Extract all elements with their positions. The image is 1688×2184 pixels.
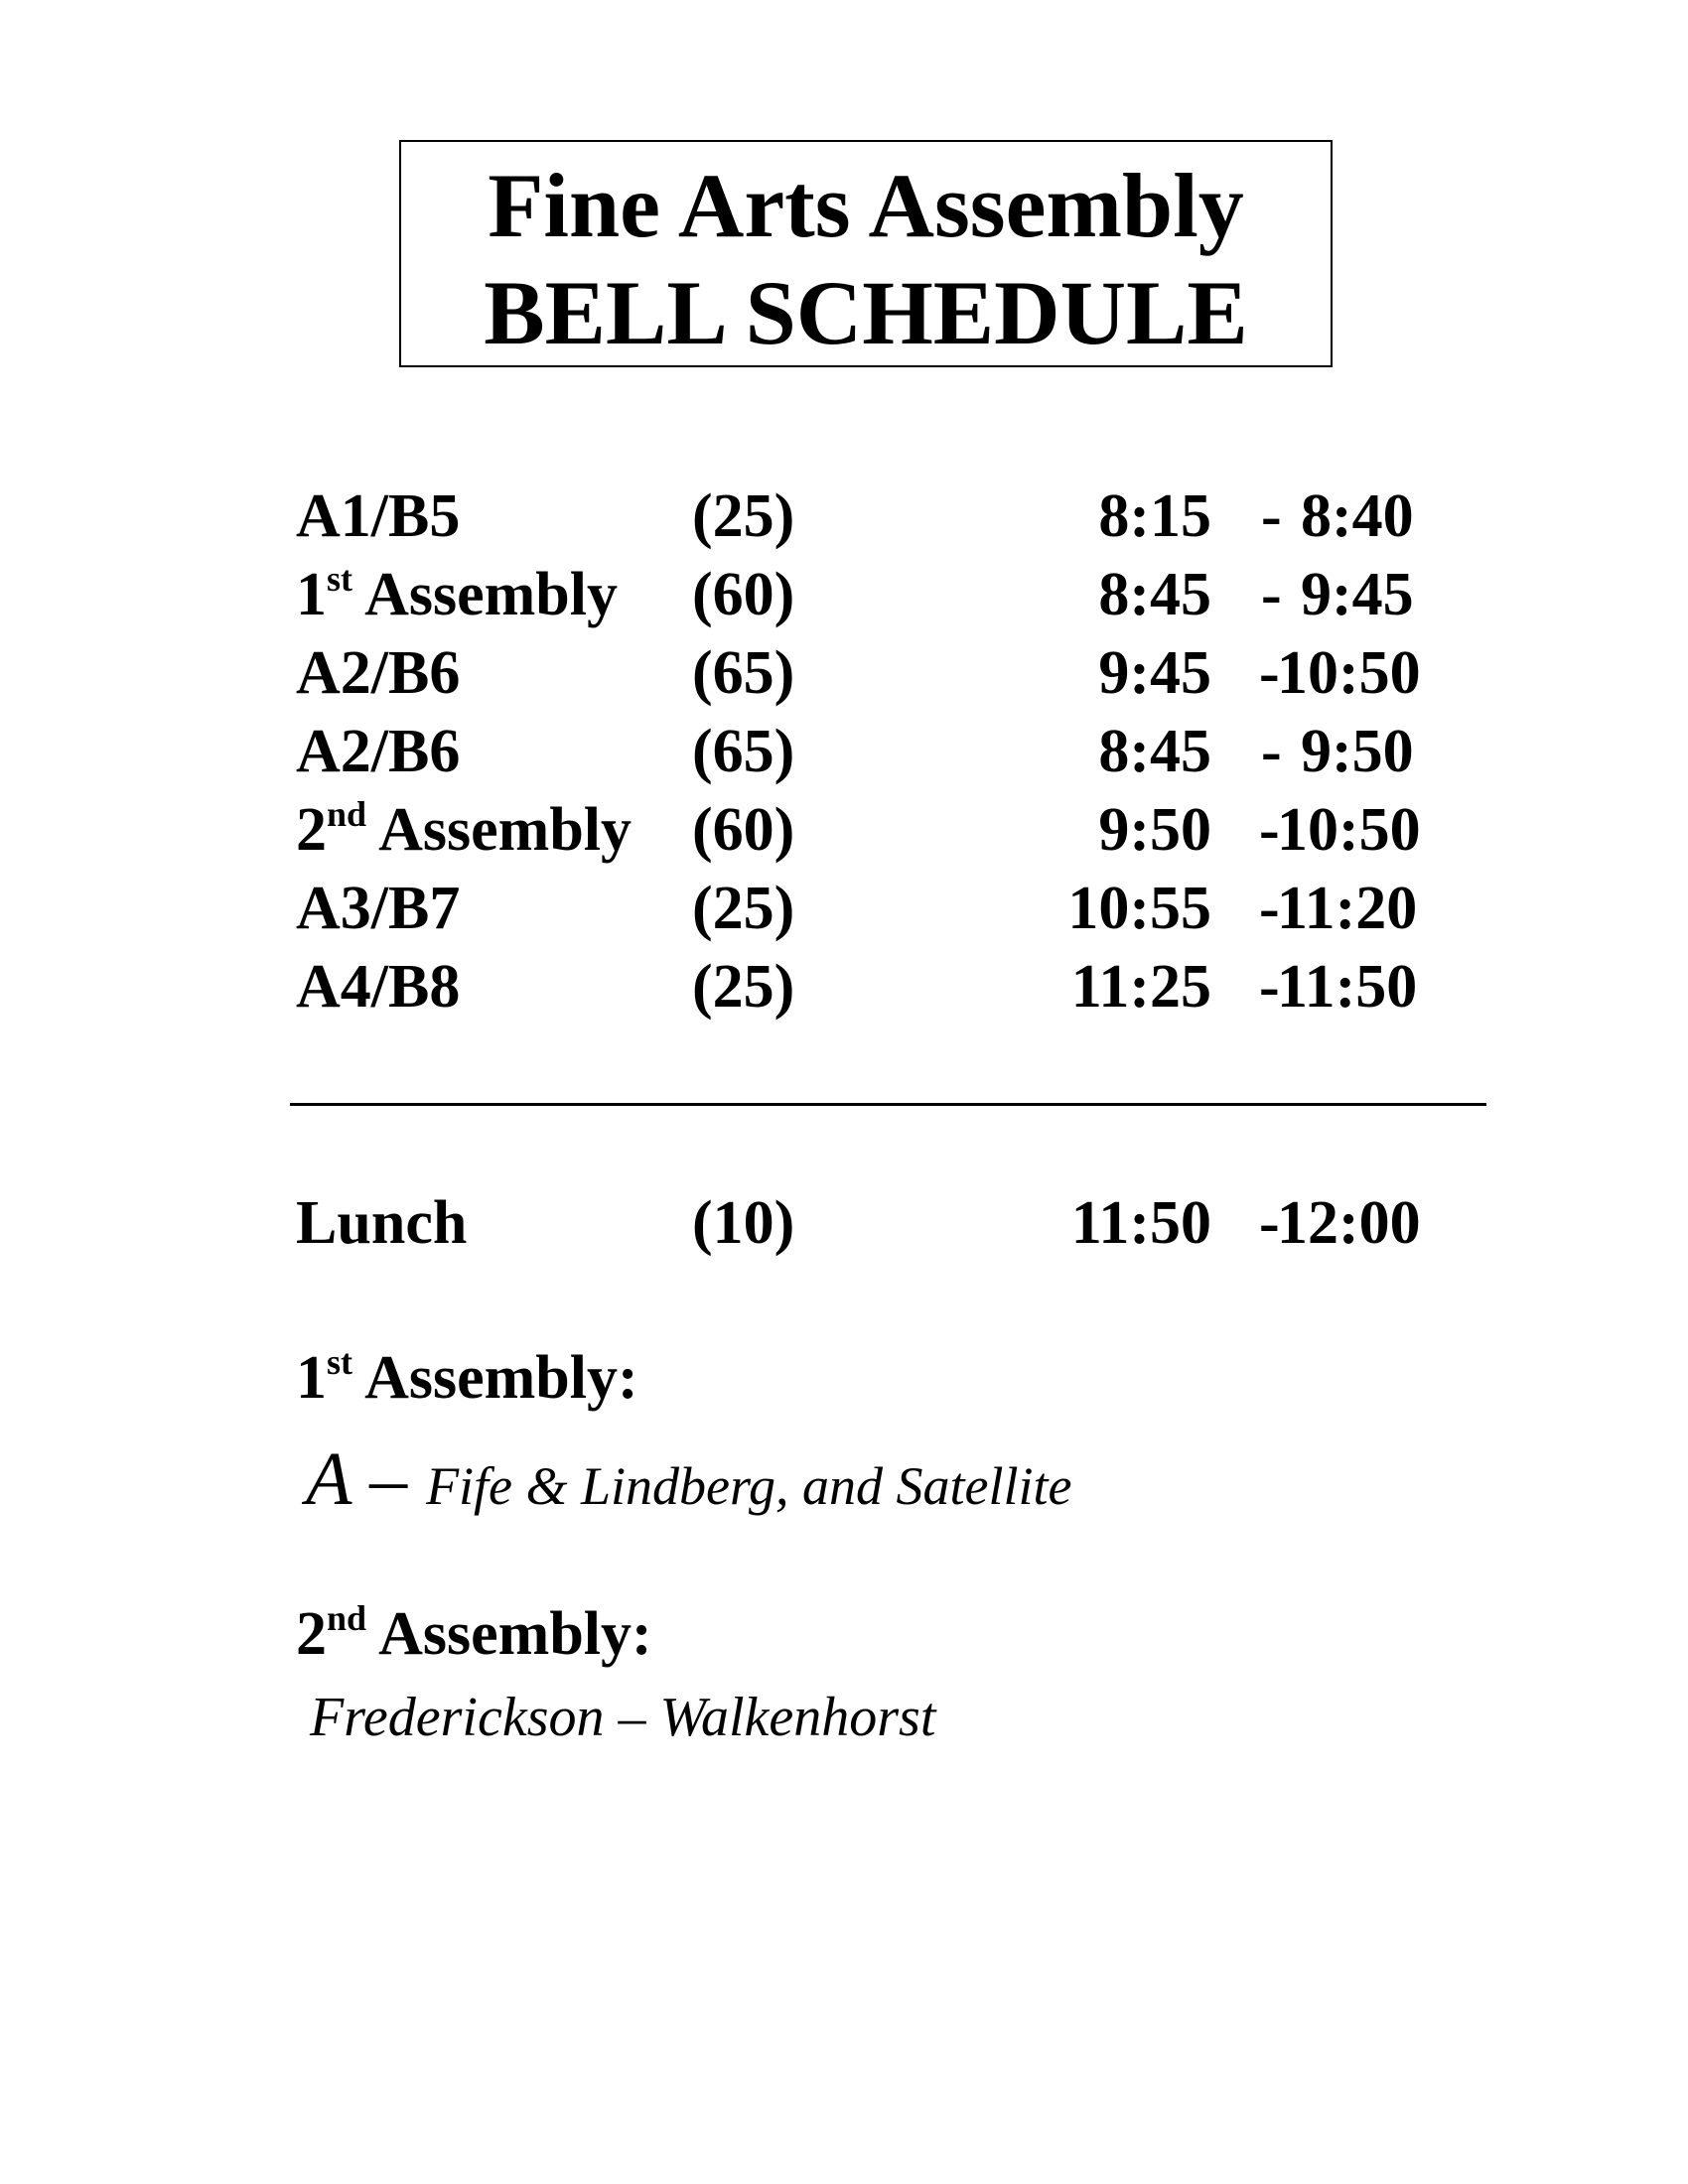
schedule-row [0,555,1688,634]
period-name: 1st Assembly [296,559,618,628]
period-separator: - [1261,561,1282,628]
schedule-row [0,712,1688,791]
period-duration: (60) [692,561,795,628]
schedule-row [0,633,1688,713]
lunch-name: Lunch [296,1189,468,1257]
assembly-1-groups: A – Fife & Lindberg, and Satellite [306,1437,1072,1521]
lunch-duration: (10) [692,1189,795,1257]
period-separator: - [1259,639,1280,707]
period-start: 8:45 [1098,718,1211,785]
period-start: 9:45 [1098,639,1211,707]
section-divider [290,1103,1486,1106]
period-end: 9:50 [1301,718,1414,785]
page-title: Fine Arts Assembly [488,155,1244,256]
period-separator: - [1259,875,1280,942]
period-end: 11:20 [1277,875,1418,942]
period-duration: (65) [692,718,795,785]
lunch-start: 11:50 [1070,1189,1211,1257]
period-start: 9:50 [1098,796,1211,864]
schedule-row [0,947,1688,1026]
period-name: A2/B6 [296,718,461,785]
schedule-row [0,477,1688,556]
period-end: 10:50 [1277,796,1421,864]
assembly-2-groups: Frederickson – Walkenhorst [310,1687,936,1748]
lunch-row [0,1183,1688,1263]
period-separator: - [1261,718,1282,785]
period-duration: (25) [692,953,795,1021]
page-subtitle: BELL SCHEDULE [484,262,1248,363]
period-end: 11:50 [1277,953,1418,1021]
lunch-separator: - [1259,1189,1280,1257]
period-end: 9:45 [1301,561,1414,628]
period-end: 8:40 [1301,482,1414,550]
period-separator: - [1259,953,1280,1021]
assembly-2-heading: 2nd Assembly: [296,1598,652,1668]
title-box [399,140,1333,367]
period-start: 11:25 [1070,953,1211,1021]
period-name: A2/B6 [296,639,461,707]
period-end: 10:50 [1277,639,1421,707]
schedule-row [0,790,1688,870]
period-name: A1/B5 [296,482,461,550]
period-separator: - [1259,796,1280,864]
period-duration: (25) [692,875,795,942]
assembly-1-heading: 1st Assembly: [296,1342,638,1412]
lunch-end: 12:00 [1277,1189,1421,1257]
period-start: 8:15 [1098,482,1211,550]
period-duration: (65) [692,639,795,707]
period-duration: (25) [692,482,795,550]
period-separator: - [1261,482,1282,550]
period-name: A4/B8 [296,953,461,1021]
period-start: 8:45 [1098,561,1211,628]
period-start: 10:55 [1067,875,1211,942]
schedule-row [0,869,1688,948]
period-name: A3/B7 [296,875,461,942]
period-duration: (60) [692,796,795,864]
period-name: 2nd Assembly [296,794,633,864]
